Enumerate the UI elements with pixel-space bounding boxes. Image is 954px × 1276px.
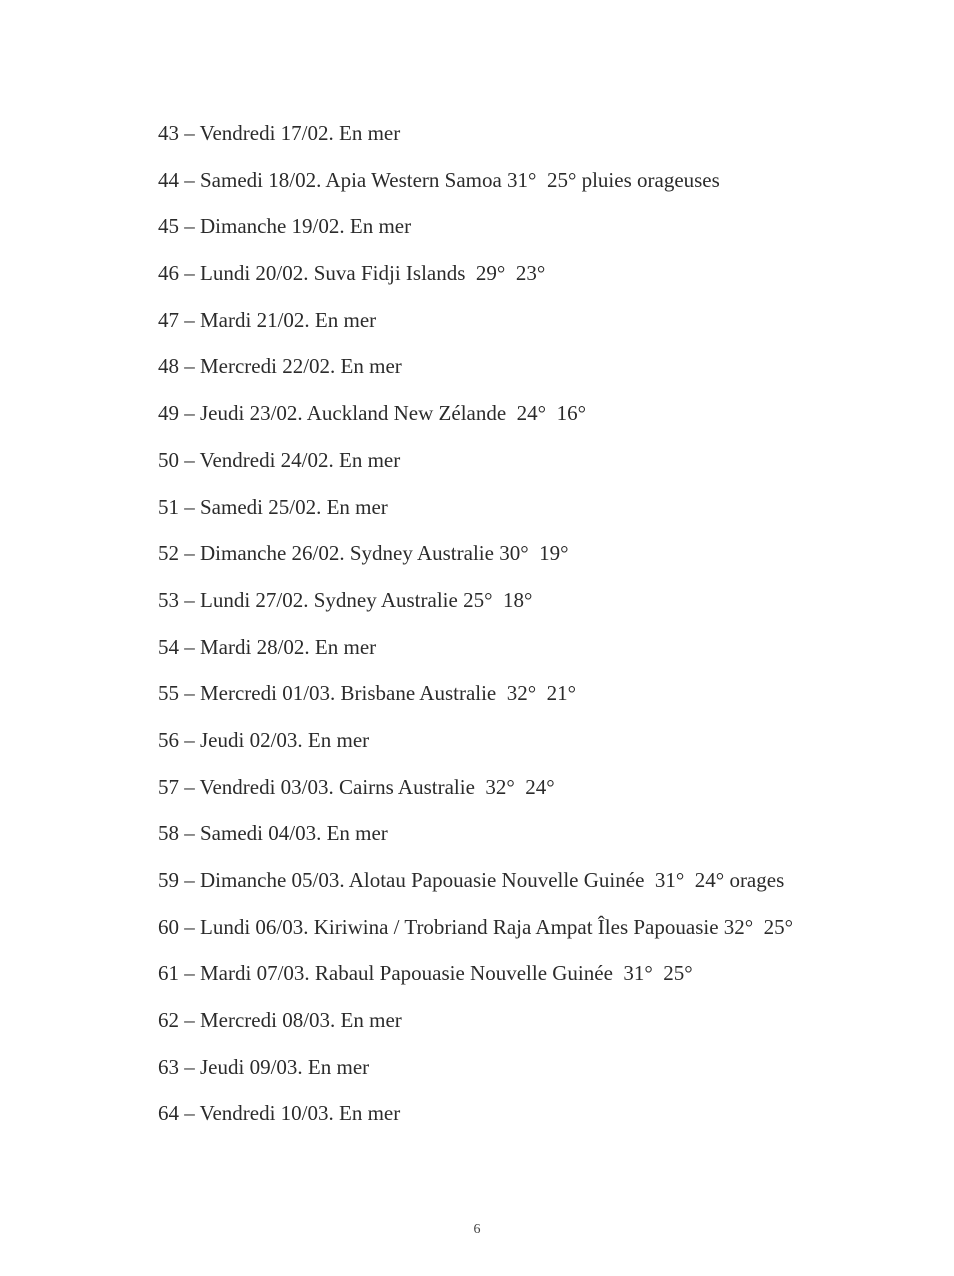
page-number: 6	[473, 1222, 481, 1237]
itinerary-entry: 49 – Jeudi 23/02. Auckland New Zélande 24° 16°	[158, 401, 586, 426]
itinerary-entry: 64 – Vendredi 10/03. En mer	[158, 1101, 401, 1126]
itinerary-entry: 52 – Dimanche 26/02. Sydney Australie 30° 19°	[158, 541, 569, 566]
itinerary-entry: 62 – Mercredi 08/03. En mer	[158, 1008, 402, 1033]
itinerary-entry: 60 – Lundi 06/03. Kiriwina / Trobriand Raja Ampat Îles Papouasie 32° 25°	[158, 914, 794, 939]
itinerary-entry: 43 – Vendredi 17/02. En mer	[158, 121, 401, 145]
itinerary-entry: 53 – Lundi 27/02. Sydney Australie 25° 18°	[158, 587, 533, 612]
itinerary-entry: 59 – Dimanche 05/03. Alotau Papouasie Nouvelle Guinée 31° 24° orages	[158, 868, 785, 892]
itinerary-entry: 54 – Mardi 28/02. En mer	[158, 634, 377, 659]
itinerary-entry: 63 – Jeudi 09/03. En mer	[158, 1054, 370, 1079]
itinerary-entry: 51 – Samedi 25/02. En mer	[158, 494, 388, 519]
itinerary-entry: 48 – Mercredi 22/02. En mer	[158, 354, 402, 379]
itinerary-entry: 56 – Jeudi 02/03. En mer	[158, 727, 370, 752]
itinerary-entry: 44 – Samedi 18/02. Apia Western Samoa 31° 25° pluies orageuses	[158, 167, 720, 192]
itinerary-entry: 61 – Mardi 07/03. Rabaul Papouasie Nouvelle Guinée 31° 25°	[158, 961, 693, 986]
itinerary-entry: 46 – Lundi 20/02. Suva Fidji Islands 29° 23°	[158, 261, 546, 286]
itinerary-entry: 47 – Mardi 21/02. En mer	[158, 307, 377, 332]
itinerary-entry: 45 – Dimanche 19/02. En mer	[158, 214, 412, 239]
itinerary-entry: 58 – Samedi 04/03. En mer	[158, 821, 388, 846]
itinerary-entry: 55 – Mercredi 01/03. Brisbane Australie 32° 21°	[158, 681, 577, 706]
itinerary-entry: 57 – Vendredi 03/03. Cairns Australie 32° 24°	[158, 774, 555, 799]
itinerary-entry: 50 – Vendredi 24/02. En mer	[158, 447, 401, 472]
itinerary-list	[158, 118, 808, 1145]
